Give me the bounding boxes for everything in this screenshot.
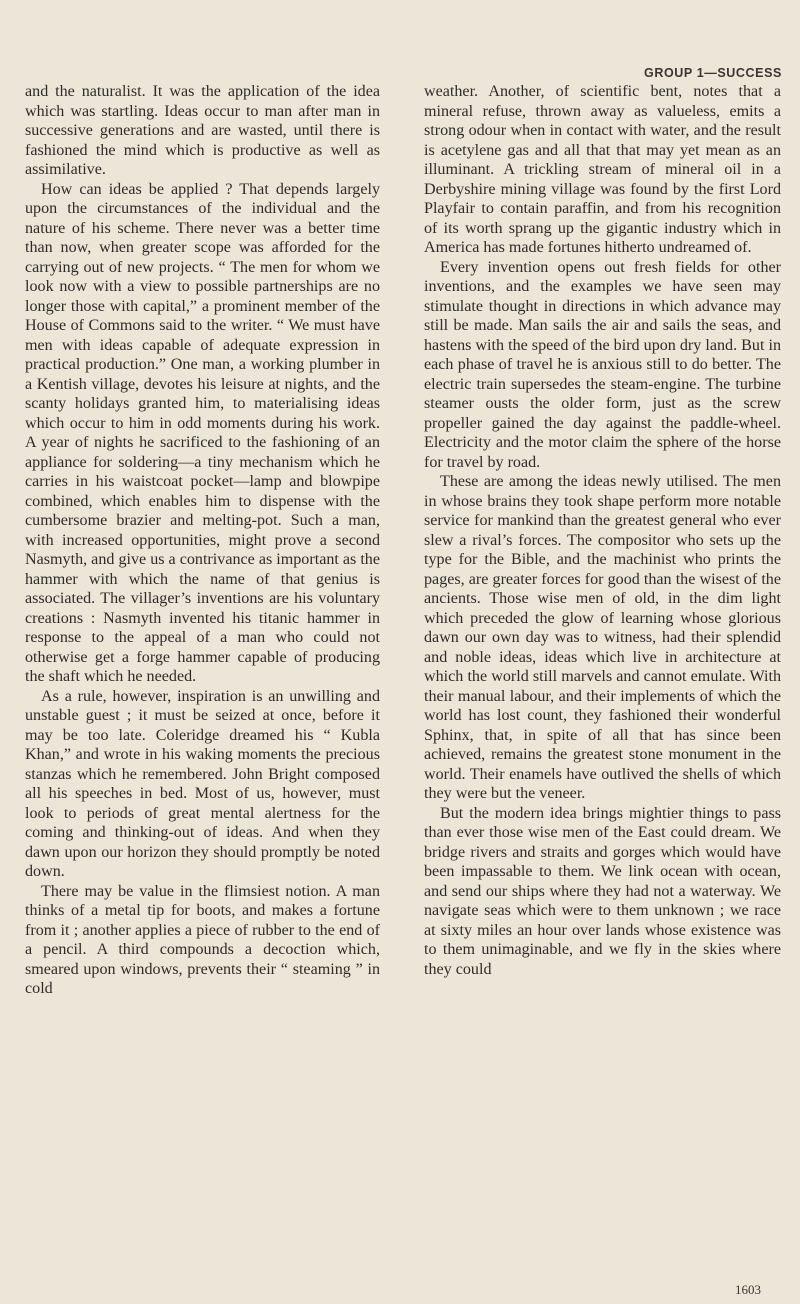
paragraph: There may be value in the flimsiest notion. A man thinks of a metal tip for boots, and makes a fortune from it ; another applies a piece of rubber to the end of a pencil. A third compounds a decoction which, smeared upon windows, prevents their “ steaming ” in cold bbox=[25, 882, 380, 997]
left-column bbox=[25, 82, 380, 999]
paragraph: How can ideas be applied ? That depends largely upon the circumstances of the individual and the nature of his scheme. There never was a better time than now, when greater scope was afforded for the carrying out of new projects. “ The men for whom we look now with a view to possible partnerships are no longer those with capital,” a prominent member of the House of Commons said to the writer. “ We must have men with ideas capable of adequate expression in practical production.” One man, a working plumber in a Kentish village, devotes his leisure at nights, and the scanty holidays granted him, to materialising ideas which occur to him in odd moments during his work. A year of nights he sacrificed to the fashioning of an appliance for soldering—a tiny mechanism which he carries in his waistcoat pocket—lamp and blowpipe combined, which enables him to dispense with the cumbersome brazier and melting-pot. Such a man, with increased opportunities, might prove a second Nasmyth, and give us a contrivance as important as the hammer with which the name of that genius is associated. The villager’s inventions are his voluntary creations : Nasmyth invented his titanic hammer in response to the appeal of a man who could not otherwise get a forge hammer capable of producing the shaft which he needed. bbox=[25, 180, 380, 685]
paragraph: Every invention opens out fresh fields for other inventions, and the examples we have seen may stimulate thought in directions in which advance may still be made. Man sails the air and sails the seas, and hastens with the speed of the bird upon dry land. But in each phase of travel he is anxious still to do better. The electric train supersedes the steam-engine. The turbine steamer ousts the older form, just as the screw propeller gained the day against the paddle-wheel. Electricity and the motor claim the sphere of the horse for travel by road. bbox=[424, 258, 781, 471]
right-column bbox=[424, 82, 781, 979]
paragraph: These are among the ideas newly utilised. The men in whose brains they took shape perform more notable service for mankind than the greatest general who ever slew a rival’s forces. The compositor who sets up the type for the Bible, and the machinist who prints the pages, are greater forces for good than the wisest of the ancients. Those wise men of old, in the dim light which preceded the glow of learning whose glorious dawn our own day was to witness, had their splendid and noble ideas, ideas which live in architecture at which the world still marvels and cannot emulate. With their manual labour, and their implements of which the world has lost count, they fashioned their wonderful Sphinx, that, in spite of all that has since been achieved, remains the greatest stone monument in the world. Their enamels have outlived the shells of which they were but the veneer. bbox=[424, 473, 781, 802]
paragraph: As a rule, however, inspiration is an unwilling and unstable guest ; it must be seized at once, before it may be too late. Coleridge dreamed his “ Kubla Khan,” and wrote in his waking moments the precious stanzas which he remembered. John Bright composed all his speeches in bed. Most of us, however, must look to periods of great mental alertness for the coming and thinking-out of ideas. And when they dawn upon our horizon they should promptly be noted down. bbox=[25, 687, 380, 880]
paragraph: weather. Another, of scientific bent, notes that a mineral refuse, thrown away as valueless, emits a strong odour when in contact with water, and the result is acetylene gas and all that that may yet mean as an illuminant. A trickling stream of mineral oil in a Derbyshire mining village was found by the first Lord Playfair to contain paraffin, and from his recognition of its worth sprang up the gigantic industry which in America has made fortunes hitherto undreamed of. bbox=[424, 83, 781, 256]
running-header: GROUP 1—SUCCESS bbox=[644, 66, 782, 80]
page-number: 1603 bbox=[735, 1282, 761, 1297]
paragraph: and the naturalist. It was the application of the idea which was startling. Ideas occur to man after man in successive generations and are wasted, until there is fashioned the mind which is productive as well as assimilative. bbox=[25, 83, 380, 178]
paragraph: But the modern idea brings mightier things to pass than ever those wise men of the East could dream. We bridge rivers and straits and gorges which would have been impassable to them. We link ocean with ocean, and send our ships where they had not a waterway. We navigate seas which were to them unknown ; we race at sixty miles an hour over lands whose existence was to them unimaginable, and we fly in the skies where they could bbox=[424, 804, 781, 978]
